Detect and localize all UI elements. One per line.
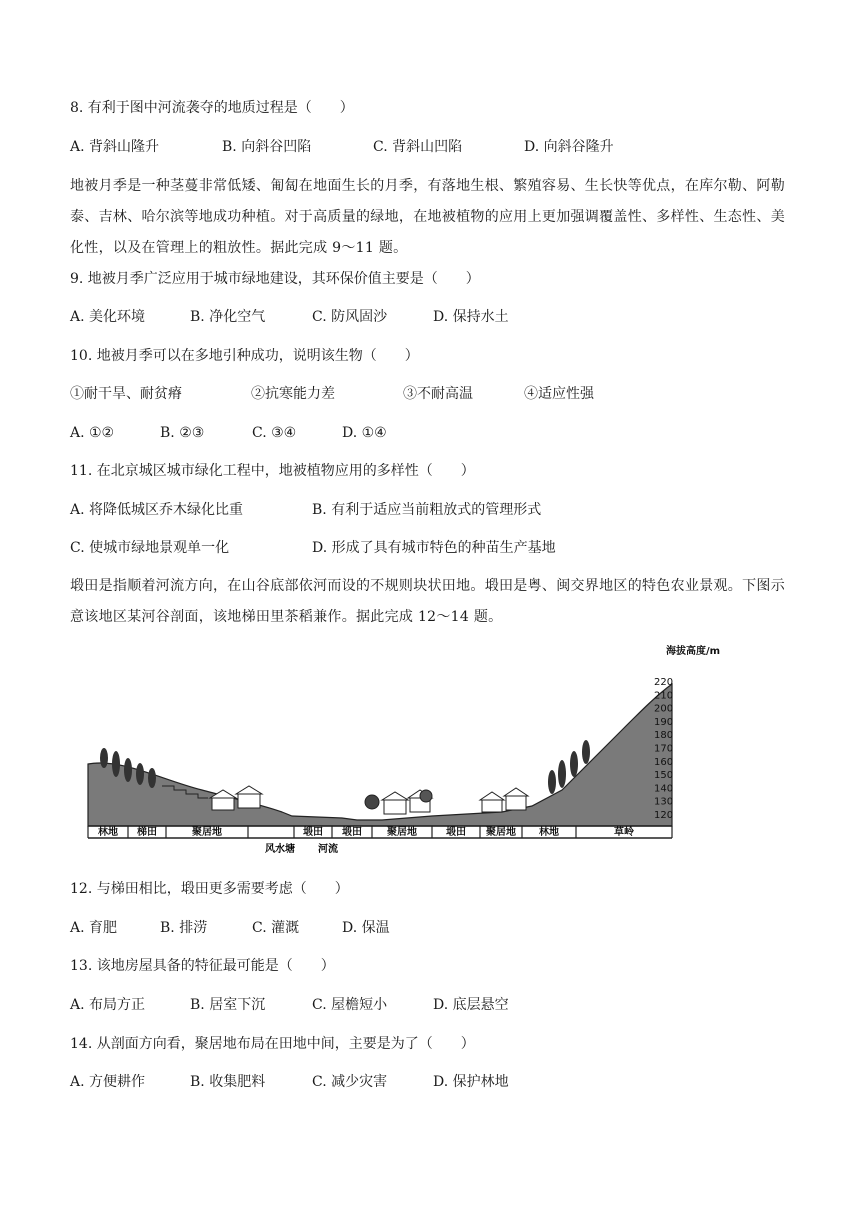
q9-options — [70, 307, 509, 327]
q8-option-c: C. 背斜山凹陷 — [373, 139, 463, 155]
q14-stem: 14. 从剖面方向看，聚居地布局在田地中间，主要是为了（ ） — [70, 1036, 475, 1052]
q10-statement-2: ②抗寒能力差 — [251, 386, 335, 402]
zone-label: 林地 — [539, 827, 559, 838]
q11-option-c: C. 使城市绿地景观单一化 — [70, 540, 230, 556]
elevation-tick-label: 190 — [654, 716, 674, 728]
axis-title: 海拔高度/m — [666, 646, 721, 657]
zone-label: 聚居地 — [192, 827, 222, 838]
q12-option-d: D. 保温 — [342, 920, 390, 936]
q14-option-b: B. 收集肥料 — [190, 1074, 266, 1090]
zone-label: 塅田 — [446, 827, 466, 838]
q9-stem: 9. 地被月季广泛应用于城市绿地建设，其环保价值主要是（ ） — [70, 271, 480, 287]
q10-statement-4: ④适应性强 — [524, 386, 594, 402]
q13-option-d: D. 底层悬空 — [433, 997, 509, 1013]
elevation-tick-label: 120 — [654, 810, 674, 821]
q10-option-d: D. ①④ — [342, 425, 387, 441]
elevation-tick-label: 140 — [654, 783, 674, 795]
q13-option-a: A. 布局方正 — [70, 997, 146, 1013]
q12-option-b: B. 排涝 — [160, 920, 208, 936]
q12-option-c: C. 灌溉 — [252, 920, 300, 936]
q10-stem: 10. 地被月季可以在多地引种成功，说明该生物（ ） — [70, 348, 419, 364]
q13-option-c: C. 屋檐短小 — [312, 997, 388, 1013]
label-fengshui-pond: 风水塘 — [265, 844, 295, 855]
zone-label: 塅田 — [303, 827, 323, 838]
q10-option-b: B. ②③ — [160, 425, 205, 441]
q11-stem: 11. 在北京城区城市绿化工程中，地被植物应用的多样性（ ） — [70, 463, 475, 479]
q13-options — [70, 995, 509, 1015]
q9-option-c: C. 防风固沙 — [312, 309, 388, 325]
label-river: 河流 — [318, 844, 338, 855]
q11-options-row1 — [70, 500, 541, 520]
q8-option-a: A. 背斜山隆升 — [70, 139, 160, 155]
elevation-tick-label: 180 — [654, 730, 674, 742]
q9-option-a: A. 美化环境 — [70, 309, 146, 325]
q8-option-d: D. 向斜谷隆升 — [524, 139, 614, 155]
q8-option-b: B. 向斜谷凹陷 — [222, 139, 312, 155]
q14-option-c: C. 减少灾害 — [312, 1074, 388, 1090]
zone-label: 林地 — [98, 827, 118, 838]
q8-stem: 8. 有利于图中河流袭夺的地质过程是（ ） — [70, 100, 354, 116]
zone-label: 塅田 — [342, 827, 362, 838]
houses-middle — [365, 790, 432, 814]
zone-label: 聚居地 — [486, 827, 516, 838]
passage-duantian: 塅田是指顺着河流方向，在山谷底部依河而设的不规则块状田地。塅田是粤、闽交界地区的特色农业景观。下图示意该地区某河谷剖面，该地梯田里茶稻兼作。据此完成 12～14 题。 — [70, 578, 785, 625]
q13-stem: 13. 该地房屋具备的特征最可能是（ ） — [70, 958, 335, 974]
elevation-tick-label: 220 — [654, 677, 674, 688]
q10-statement-1: ①耐干旱、耐贫瘠 — [70, 386, 182, 402]
zone-label: 草岭 — [614, 827, 634, 838]
q14-option-d: D. 保护林地 — [433, 1074, 509, 1090]
q10-option-a: A. ①② — [70, 425, 115, 441]
valley-profile-figure — [82, 640, 782, 860]
houses-right — [480, 788, 528, 812]
q9-option-b: B. 净化空气 — [190, 309, 266, 325]
elevation-tick-label: 130 — [654, 796, 674, 808]
elevation-tick-label: 170 — [654, 743, 674, 755]
q11-option-a: A. 将降低城区乔木绿化比重 — [70, 502, 244, 518]
q12-option-a: A. 育肥 — [70, 920, 118, 936]
q13-option-b: B. 居室下沉 — [190, 997, 266, 1013]
q14-option-a: A. 方便耕作 — [70, 1074, 146, 1090]
zone-label: 聚居地 — [387, 827, 417, 838]
q12-stem: 12. 与梯田相比，塅田更多需要考虑（ ） — [70, 881, 349, 897]
q11-options-row2 — [70, 538, 556, 558]
q10-statement-3: ③不耐高温 — [403, 386, 473, 402]
q9-option-d: D. 保持水土 — [433, 309, 509, 325]
elevation-tick-label: 150 — [654, 770, 674, 782]
elevation-tick-label: 160 — [654, 756, 674, 768]
elevation-tick-label: 210 — [654, 690, 674, 702]
q11-option-b: B. 有利于适应当前粗放式的管理形式 — [312, 502, 542, 518]
q8-options — [70, 137, 614, 157]
zone-label: 梯田 — [137, 827, 157, 838]
passage-roses: 地被月季是一种茎蔓非常低矮、匍匐在地面生长的月季，有落地生根、繁殖容易、生长快等优点，在库尔勒、阿勒泰、吉林、哈尔滨等地成功种植。对于高质量的绿地，在地被植物的应用上更加强调覆盖性、多样性、生态性、美化性，以及在管理上的粗放性。据此完成 9～11 题。 — [70, 178, 785, 256]
q10-statements — [70, 384, 594, 404]
elevation-tick-label: 200 — [654, 703, 674, 715]
q11-option-d: D. 形成了具有城市特色的种苗生产基地 — [312, 540, 556, 556]
q12-options — [70, 918, 390, 938]
q14-options — [70, 1072, 509, 1092]
q10-options — [70, 423, 387, 443]
q10-option-c: C. ③④ — [252, 425, 297, 441]
